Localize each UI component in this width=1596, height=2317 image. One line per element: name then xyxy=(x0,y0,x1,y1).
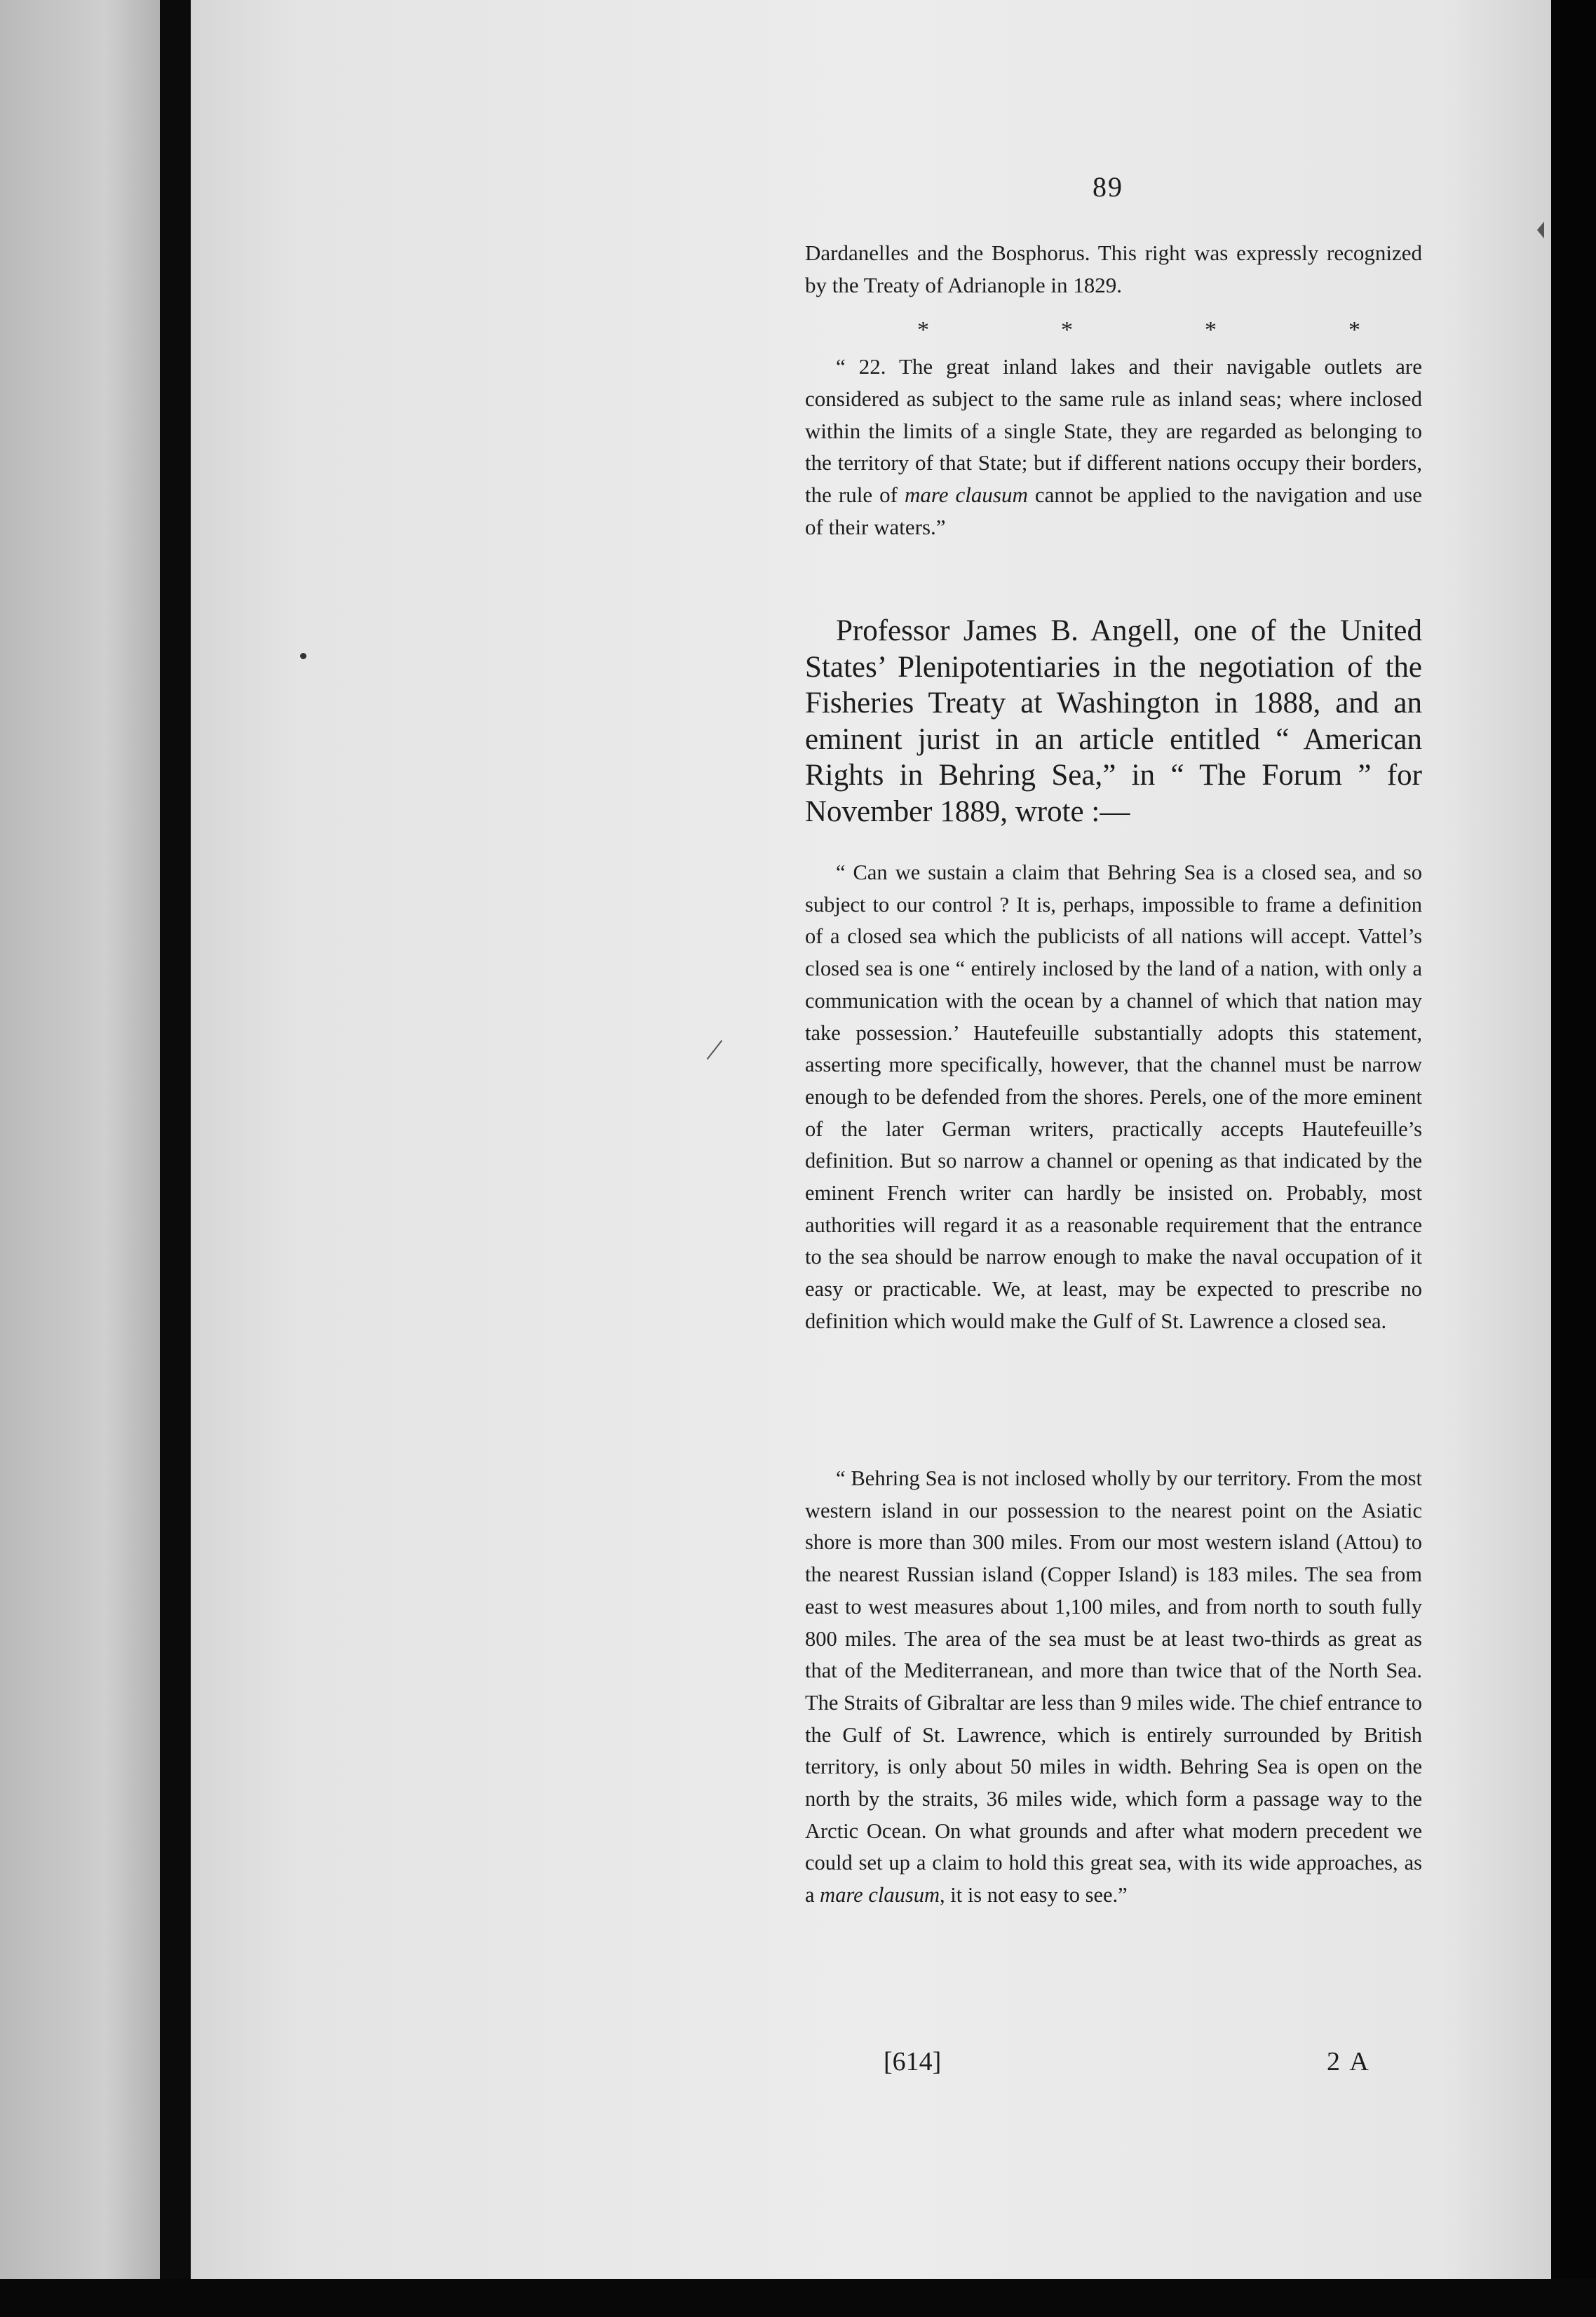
angell-quote-paragraph-2 xyxy=(805,1463,1422,1912)
facing-page-edge xyxy=(0,0,175,2317)
asterisk: * xyxy=(1061,317,1073,343)
quote-paragraph-22 xyxy=(805,351,1422,543)
book-gutter xyxy=(160,0,194,2317)
page-number: 89 xyxy=(1093,171,1123,203)
ink-speck xyxy=(300,653,306,659)
angell-quote-2-text: “ Behring Sea is not inclosed wholly by our territory. From the most western island in our possession to the nearest point on the Asiatic shore is more than 300 miles. From our most western island (Attou) to the nearest Russian island (Copper Island) is 183 miles. The sea from east to west measures about 1,100 miles, and from north to south fully 800 miles. The area of the sea must be at least two-thirds as great as that of the Mediterranean, and more than twice that of the North Sea. The Straits of Gibraltar are less than 9 miles wide. The chief entrance to the Gulf of St. Lawrence, which is entirely surrounded by British territory, is only about 50 miles in width. Behring Sea is open on the north by the straits, 36 miles wide, which form a passage way to the Arctic Ocean. On what grounds and after what modern precedent we could set up a claim to hold this great sea, with its wide approaches, as a xyxy=(805,1466,1422,1907)
ellipsis-asterisks xyxy=(805,317,1422,344)
asterisk: * xyxy=(1205,317,1217,343)
quote-22-text-end: cannot be applied to the navigation and use of their waters.” xyxy=(805,482,1423,539)
angell-quote-2-latin: mare clausum xyxy=(820,1883,940,1907)
footer-signature-mark: 2 A xyxy=(1327,2047,1371,2076)
asterisk: * xyxy=(917,317,929,343)
scan-border-bottom xyxy=(0,2279,1596,2317)
scan-border-right xyxy=(1551,0,1596,2317)
intro-paragraph: Professor James B. Angell, one of the United States’ Plenipotentiaries in the negotiation of the Fisheries Treaty at Washington in 1888, and an eminent jurist in an article entitled “ American Rights in Behring Sea,” in “ The Forum ” for November 1889, wrote :— xyxy=(805,614,1422,828)
asterisk: * xyxy=(1348,317,1360,343)
angell-quote-paragraph-1: “ Can we sustain a claim that Behring Sea is a closed sea, and so subject to our control ? It is, perhaps, impossible to frame a definition of a closed sea which the publicists of all nations will accept. Vattel’s closed sea is one “ entirely inclosed by the land of a nation, with only a communication with the ocean by a channel of which that nation may take possession.’ Hautefeuille substantially adopts this statement, asserting more specifically, however, that the channel must be narrow enough to be defended from the shores. Perels, one of the more eminent of the later German writers, practically accepts Hautefeuille’s definition. But so narrow a channel or opening as that indicated by the eminent French writer can hardly be insisted on. Probably, most authorities will regard it as a reasonable requirement that the entrance to the sea should be narrow enough to make the naval occupation of it easy or practicable. We, at least, may be expected to prescribe no definition which would make the Gulf of St. Lawrence a closed sea. xyxy=(805,860,1422,1333)
page-edge-mark xyxy=(1537,222,1544,238)
footer-document-code: [614] xyxy=(884,2047,942,2076)
quote-22-text: “ 22. The great inland lakes and their navigable outlets are considered as subject to the same rule as inland seas; where inclosed within the limits of a single State, they are regarded as belonging to the territory of that State; but if different nations occupy their borders, the rule of xyxy=(805,354,1422,508)
continuation-paragraph: Dardanelles and the Bosphorus. This right was expressly recognized by the Treaty of Adrianople in 1829. xyxy=(805,241,1422,297)
angell-quote-2-text-end: , it is not easy to see.” xyxy=(940,1883,1128,1907)
quote-22-latin: mare clausum xyxy=(904,482,1028,508)
